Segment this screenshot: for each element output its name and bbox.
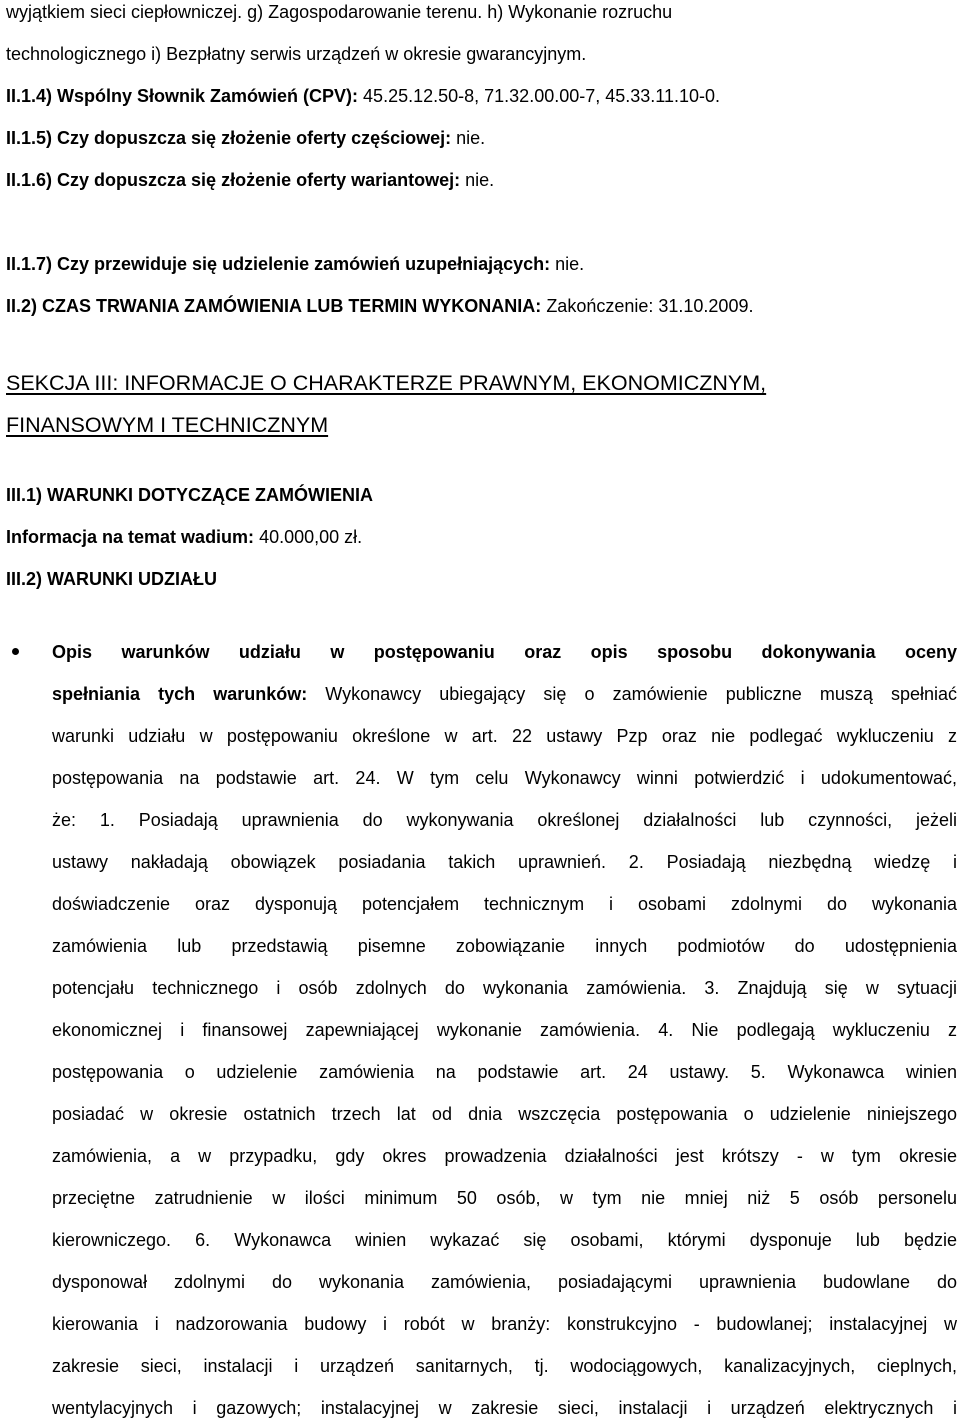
- supplementary-orders-label: II.1.7) Czy przewiduje się udzielenie zamówień uzupełniających:: [6, 254, 551, 274]
- bullet-line: dysponował zdolnymi do wykonania zamówienia, posiadającymi uprawnienia budowlane do: [52, 1272, 957, 1292]
- bullet-line: zamówienia lub przedstawią pisemne zobowiązanie innych podmiotów do udostępnienia: [52, 936, 957, 956]
- duration-line: [6, 295, 753, 317]
- bullet-line: kierowniczego. 6. Wykonawca winien wykazać się osobami, którymi dysponuje lub będzie: [52, 1230, 957, 1250]
- bullet-line: zamówienia, a w przypadku, gdy okres prowadzenia działalności jest krótszy - w tym okresie: [52, 1146, 957, 1166]
- bullet-lead-label: spełniania tych warunków:: [52, 684, 308, 704]
- duration-value: Zakończenie: 31.10.2009.: [541, 296, 754, 316]
- cpv-line: [6, 85, 720, 107]
- variant-offer-label: II.1.6) Czy dopuszcza się złożenie oferty wariantowej:: [6, 170, 461, 190]
- bullet-line: kierowania i nadzorowania budowy i robót w branży: konstrukcyjno - budowlanej; instalacyjnej w: [52, 1314, 957, 1334]
- wadium-line: [6, 526, 362, 548]
- bullet-line: zakresie sieci, instalacji i urządzeń sanitarnych, tj. wodociągowych, kanalizacyjnych, cieplnych,: [52, 1356, 957, 1376]
- section-title-line-1: SEKCJA III: INFORMACJE O CHARAKTERZE PRAWNYM, EKONOMICZNYM,: [6, 371, 767, 395]
- variant-offer-value: nie.: [460, 170, 495, 190]
- text-line: technologicznego i) Bezpłatny serwis urządzeń w okresie gwarancyjnym.: [6, 44, 587, 64]
- bullet-line: ustawy nakładają obowiązek posiadania takich uprawnień. 2. Posiadają niezbędną wiedzę i: [52, 852, 957, 872]
- bullet-line: że: 1. Posiadają uprawnienia do wykonywania określonej działalności lub czynności, jeżeli: [52, 810, 957, 830]
- bullet-line: doświadczenie oraz dysponują potencjałem technicznym i osobami zdolnymi do wykonania: [52, 894, 957, 914]
- bullet-line: warunki udziału w postępowaniu określone w art. 22 ustawy Pzp oraz nie podlegać wykluczeniu z: [52, 726, 957, 746]
- bullet-line: [52, 683, 957, 705]
- variant-offer-line: [6, 169, 494, 191]
- bullet-line: potencjału technicznego i osób zdolnych do wykonania zamówienia. 3. Znajdują się w sytuacji: [52, 978, 957, 998]
- bullet-line: postępowania na podstawie art. 24. W tym celu Wykonawcy winni potwierdzić i udokumentować,: [52, 768, 957, 788]
- text-line: wyjątkiem sieci ciepłowniczej. g) Zagospodarowanie terenu. h) Wykonanie rozruchu: [6, 2, 673, 22]
- partial-offer-line: [6, 127, 485, 149]
- cpv-value: 45.25.12.50-8, 71.32.00.00-7, 45.33.11.10-0.: [358, 86, 720, 106]
- heading-iii-2: III.2) WARUNKI UDZIAŁU: [6, 569, 217, 589]
- bullet-dot: [12, 648, 19, 655]
- bullet-line: posiadać w okresie ostatnich trzech lat od dnia wszczęcia postępowania o udzielenie niniejszego: [52, 1104, 957, 1124]
- bullet-line: przeciętne zatrudnienie w ilości minimum 50 osób, w tym nie mniej niż 5 osób personelu: [52, 1188, 957, 1208]
- cpv-label: II.1.4) Wspólny Słownik Zamówień (CPV):: [6, 86, 359, 106]
- bullet-line: wentylacyjnych i gazowych; instalacyjnej w zakresie sieci, instalacji i urządzeń elektrycznych i: [52, 1398, 957, 1418]
- partial-offer-value: nie.: [451, 128, 486, 148]
- wadium-value: 40.000,00 zł.: [254, 527, 363, 547]
- supplementary-orders-line: [6, 253, 584, 275]
- heading-iii-1: III.1) WARUNKI DOTYCZĄCE ZAMÓWIENIA: [6, 485, 373, 505]
- section-title-line-2: FINANSOWYM I TECHNICZNYM: [6, 413, 329, 437]
- bullet-line: ekonomicznej i finansowej zapewniającej wykonanie zamówienia. 4. Nie podlegają wykluczeniu z: [52, 1020, 957, 1040]
- wadium-label: Informacja na temat wadium:: [6, 527, 255, 547]
- duration-label: II.2) CZAS TRWANIA ZAMÓWIENIA LUB TERMIN WYKONANIA:: [6, 296, 542, 316]
- bullet-lead-line: Opis warunków udziału w postępowaniu oraz opis sposobu dokonywania oceny: [52, 642, 957, 662]
- partial-offer-label: II.1.5) Czy dopuszcza się złożenie oferty częściowej:: [6, 128, 452, 148]
- bullet-line-text: Wykonawcy ubiegający się o zamówienie publiczne muszą spełniać: [307, 684, 957, 704]
- bullet-line: postępowania o udzielenie zamówienia na podstawie art. 24 ustawy. 5. Wykonawca winien: [52, 1062, 957, 1082]
- supplementary-orders-value: nie.: [550, 254, 585, 274]
